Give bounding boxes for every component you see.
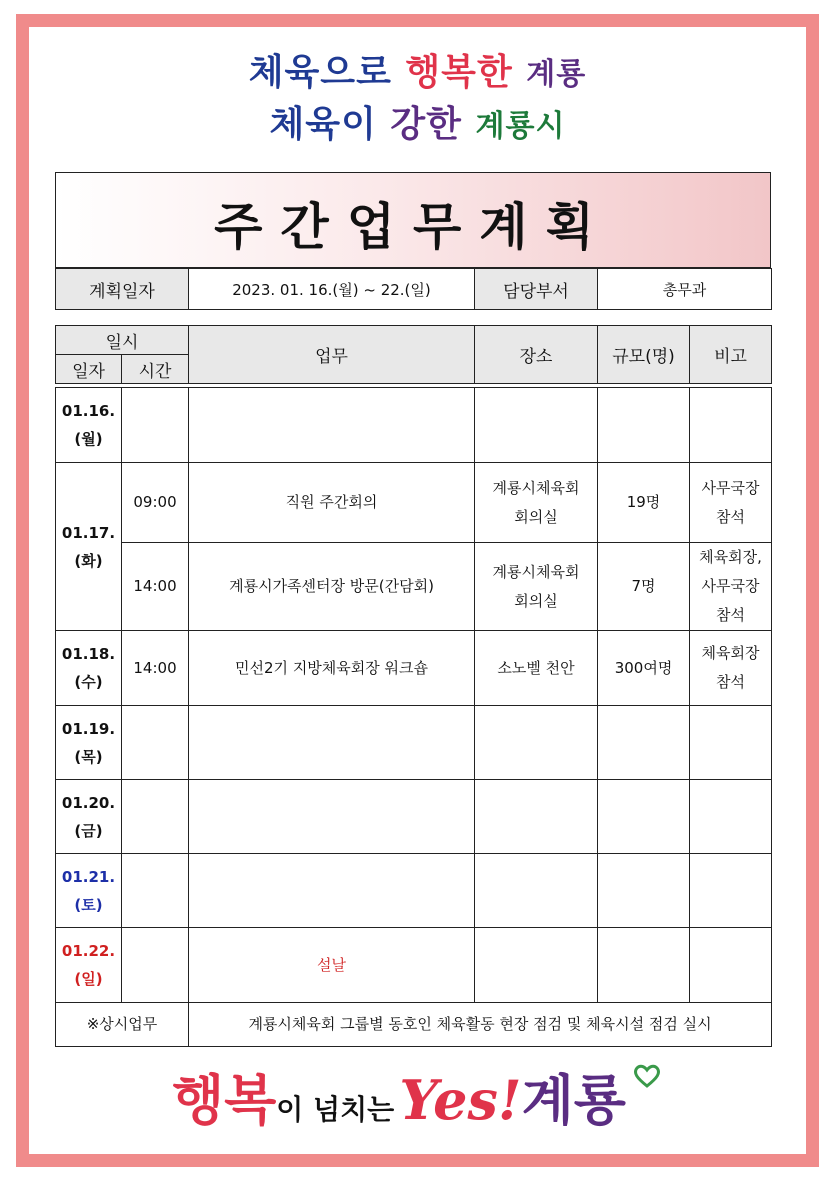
header-note: 비고 <box>690 326 772 384</box>
permanent-row <box>56 1003 772 1047</box>
day-date: 01.22. <box>61 942 116 960</box>
day-weekday: (일) <box>74 970 103 988</box>
event-time: 14:00 <box>122 631 189 706</box>
plan-date-label: 계획일자 <box>56 269 189 310</box>
day-date: 01.19. <box>61 719 116 738</box>
event-place <box>475 463 598 543</box>
event-note <box>690 543 772 631</box>
event-task: 설날 <box>189 928 475 1003</box>
slogan-text: 계룡시 <box>475 109 566 144</box>
event-place-line: 회의실 <box>514 591 558 610</box>
day-weekday: (토) <box>74 895 103 914</box>
day-date: 01.17. <box>61 523 116 542</box>
event-task: 민선2기 지방체육회장 워크숍 <box>189 631 475 706</box>
plan-date-value: 2023. 01. 16.(월) ~ 22.(일) <box>189 269 475 310</box>
event-note-line: 참석 <box>716 673 745 691</box>
day-cell <box>56 388 122 463</box>
day-weekday: (수) <box>74 673 103 691</box>
document-title: 주간업무계획 <box>214 198 612 256</box>
table-row <box>56 388 772 463</box>
footer-text: Yes! <box>399 1068 522 1132</box>
event-place-line: 계룡시체육회 <box>492 478 580 497</box>
header-size: 규모(명) <box>598 326 690 384</box>
slogan-line-2 <box>0 96 835 147</box>
day-cell <box>56 463 122 631</box>
footer-text: 계룡 <box>521 1068 626 1132</box>
header-task: 업무 <box>189 326 475 384</box>
table-row <box>56 543 772 631</box>
event-note <box>690 463 772 543</box>
weekly-plan-table <box>55 325 772 1047</box>
permanent-text: 계룡시체육회 그룹별 동호인 체육활동 현장 점검 및 체육시설 점검 실시 <box>189 1003 772 1047</box>
event-note <box>690 631 772 706</box>
day-cell <box>56 706 122 780</box>
header-time: 시간 <box>122 355 189 384</box>
day-cell <box>56 780 122 854</box>
event-note-line: 체육회장 <box>701 644 760 662</box>
slogan-text: 행복한 <box>405 52 513 93</box>
event-place-line: 회의실 <box>514 507 558 526</box>
day-weekday: (화) <box>74 551 103 570</box>
header-place: 장소 <box>475 326 598 384</box>
table-row <box>56 463 772 543</box>
footer-text: 행복 <box>171 1068 277 1132</box>
event-note-line: 사무국장 <box>701 478 760 497</box>
table-row <box>56 928 772 1003</box>
event-size: 300여명 <box>598 631 690 706</box>
dept-value: 총무과 <box>598 269 772 310</box>
slogan-line-1 <box>0 44 835 95</box>
dept-label: 담당부서 <box>475 269 598 310</box>
day-date: 01.18. <box>61 645 116 663</box>
header-date: 일자 <box>56 355 122 384</box>
day-date: 01.16. <box>61 402 116 420</box>
slogan-text: 체육으로 <box>248 52 392 93</box>
header-schedule: 일시 <box>56 326 189 355</box>
heart-icon <box>631 1064 663 1088</box>
event-task: 계룡시가족센터장 방문(간담회) <box>189 543 475 631</box>
day-date: 01.20. <box>61 793 116 812</box>
event-place <box>475 543 598 631</box>
table-row <box>56 780 772 854</box>
day-cell <box>56 928 122 1003</box>
event-size: 7명 <box>598 543 690 631</box>
day-weekday: (목) <box>74 747 103 766</box>
footer-text: 이 넘치는 <box>276 1093 395 1126</box>
event-time: 09:00 <box>122 463 189 543</box>
event-note-line: 참석 <box>716 507 745 526</box>
table-row <box>56 631 772 706</box>
info-table <box>55 268 772 310</box>
table-row <box>56 854 772 928</box>
slogan-text: 체육이 <box>269 104 377 145</box>
day-cell <box>56 854 122 928</box>
event-time: 14:00 <box>122 543 189 631</box>
table-row <box>56 706 772 780</box>
day-date: 01.21. <box>61 867 116 886</box>
event-size: 19명 <box>598 463 690 543</box>
event-task: 직원 주간회의 <box>189 463 475 543</box>
event-place: 소노벨 천안 <box>475 631 598 706</box>
event-note-line: 체육회장, <box>699 548 762 566</box>
event-place-line: 계룡시체육회 <box>492 562 580 581</box>
permanent-label: ※상시업무 <box>56 1003 189 1047</box>
event-note-line: 참석 <box>716 606 745 624</box>
event-note-line: 사무국장 <box>701 577 760 595</box>
slogan-text: 계룡 <box>526 57 587 92</box>
day-weekday: (금) <box>74 821 103 840</box>
document-title-box <box>55 172 771 268</box>
day-weekday: (월) <box>74 430 103 448</box>
day-cell <box>56 631 122 706</box>
footer-slogan <box>0 1058 835 1135</box>
slogan-text: 강한 <box>390 104 462 145</box>
